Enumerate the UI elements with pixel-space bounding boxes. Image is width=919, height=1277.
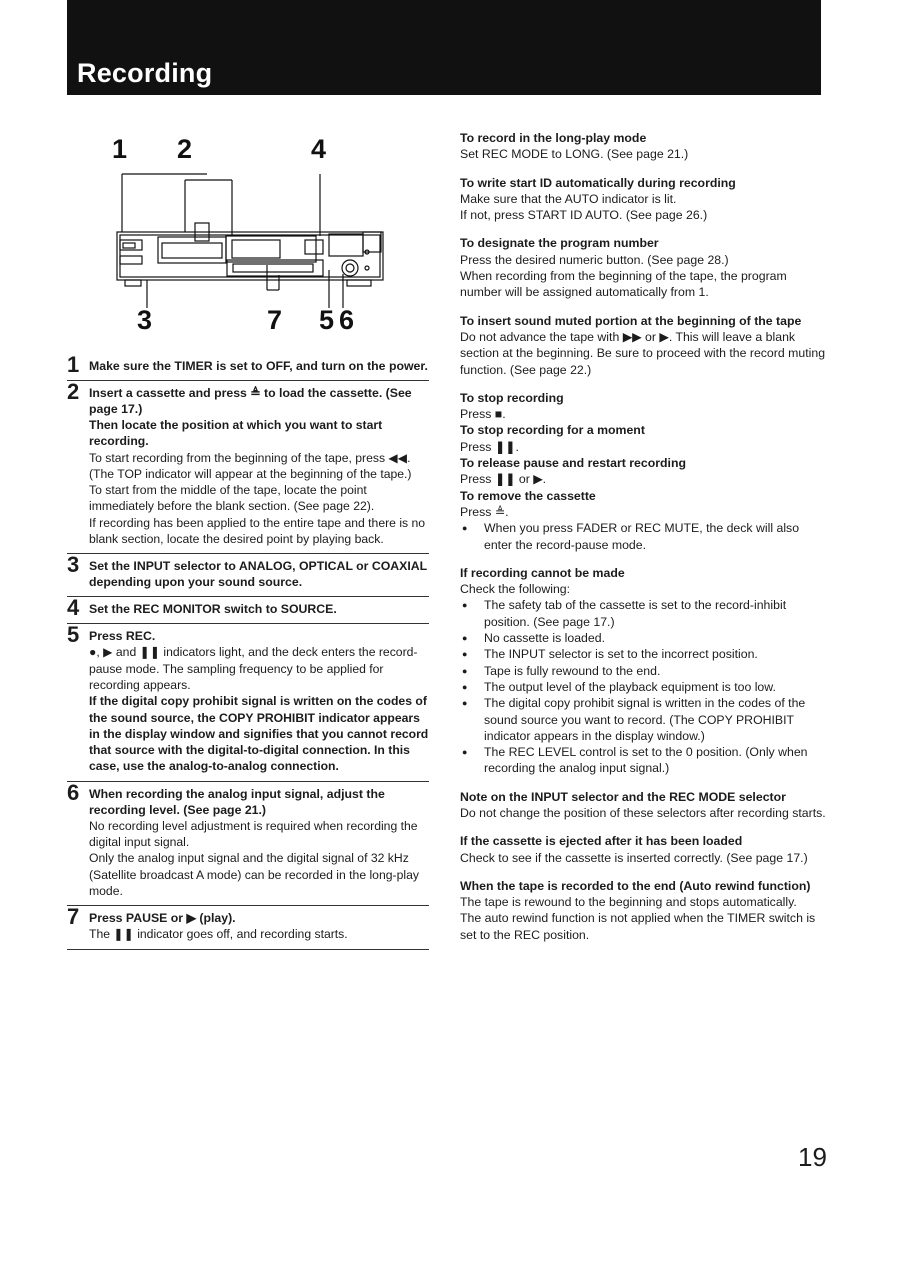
- step-title: Insert a cassette and press ≜ to load the cassette. (See page 17.): [89, 386, 412, 416]
- left-column: [67, 134, 429, 950]
- step-number: 5: [67, 622, 80, 648]
- list-item: ● The safety tab of the cassette is set to the record-inhibit position. (See page 17.): [460, 597, 830, 630]
- section-cannot-record: [460, 565, 830, 777]
- list-item: ● No cassette is loaded.: [460, 630, 830, 646]
- step-text: To start from the middle of the tape, locate the point immediately before the blank section. (See page 22).: [89, 483, 375, 514]
- step-text: Only the analog input signal and the digital signal of 32 kHz (Satellite broadcast A mode) can be recorded in the long-play mode.: [89, 851, 419, 898]
- section-heading: To designate the program number: [460, 236, 659, 251]
- section-text: Do not change the position of these selectors after recording starts.: [460, 805, 826, 820]
- list-item: ● The digital copy prohibit signal is written in the codes of the sound source you want to record. (The COPY PROHIBIT indicator appears in the display window.): [460, 695, 830, 744]
- step-text: To start recording from the beginning of the tape, press ◀◀. (The TOP indicator will appear at the beginning of the tape.): [89, 450, 412, 481]
- callout-1: 1: [112, 134, 128, 164]
- section-text: If not, press START ID AUTO. (See page 26.): [460, 208, 708, 223]
- step-title: Set the INPUT selector to ANALOG, OPTICAL or COAXIAL depending upon your sound source.: [89, 559, 427, 590]
- header-banner: [67, 0, 821, 95]
- section-stop: [460, 390, 830, 553]
- callout-2: 2: [177, 134, 193, 164]
- step-number: 2: [67, 379, 80, 404]
- deck-illustration: [67, 140, 429, 340]
- step-title: Press PAUSE or ▶ (play).: [89, 911, 236, 926]
- section-heading: If recording cannot be made: [460, 565, 625, 580]
- list-item: ● Tape is fully rewound to the end.: [460, 663, 830, 679]
- section-heading: When the tape is recorded to the end (Auto rewind function): [460, 878, 811, 893]
- step-title: When recording the analog input signal, adjust the recording level. (See page 21.): [89, 786, 385, 817]
- step-7: [67, 906, 429, 949]
- section-heading: To write start ID automatically during recording: [460, 175, 736, 190]
- step-text: If recording has been applied to the entire tape and there is no blank section, locate the desired point by playing back.: [89, 515, 426, 547]
- step-number: 3: [67, 552, 80, 578]
- list-item: ● The output level of the playback equipment is too low.: [460, 679, 830, 695]
- step-title: Set the REC MONITOR switch to SOURCE.: [89, 602, 337, 617]
- section-text: Press ≜.: [460, 504, 509, 519]
- callout-5: 5: [319, 305, 335, 335]
- section-heading: To stop recording for a moment: [460, 423, 645, 438]
- list-item: ● The INPUT selector is set to the incorrect position.: [460, 646, 830, 662]
- section-text: When recording from the beginning of the tape, the program number will be assigned automatically from 1.: [460, 269, 787, 300]
- callout-4: 4: [311, 134, 327, 164]
- section-text: Check the following:: [460, 582, 571, 597]
- step-text: No recording level adjustment is required when recording the digital input signal.: [89, 818, 418, 850]
- section-text: The tape is rewound to the beginning and stops automatically.: [460, 895, 797, 910]
- step-1: [67, 354, 429, 381]
- step-2: [67, 381, 429, 554]
- section-text: Set REC MODE to LONG. (See page 21.): [460, 147, 689, 162]
- step-text: Then locate the position at which you want to start recording.: [89, 418, 383, 449]
- section-ejected: [460, 833, 830, 866]
- section-heading: To stop recording: [460, 390, 564, 405]
- section-text: Press the desired numeric button. (See page 28.): [460, 252, 729, 267]
- list-item: ● When you press FADER or REC MUTE, the deck will also enter the record-pause mode.: [460, 520, 830, 553]
- section-text: Press ❚❚.: [460, 439, 519, 454]
- step-text: ●, ▶ and ❚❚ indicators light, and the deck enters the record-pause mode. The sampling frequency to be applied for recording appears.: [89, 645, 418, 692]
- section-text: Do not advance the tape with ▶▶ or ▶. This will leave a blank section at the beginning. Be sure to proceed with the record muting function. (See page 22.): [460, 329, 826, 377]
- step-number: 4: [67, 595, 80, 621]
- section-start-id: [460, 175, 830, 224]
- bullet-list: [460, 597, 830, 776]
- step-text: The ❚❚ indicator goes off, and recording starts.: [89, 927, 348, 942]
- deck-diagram: [67, 134, 429, 340]
- section-text: Check to see if the cassette is inserted correctly. (See page 17.): [460, 850, 808, 865]
- callout-3: 3: [137, 305, 153, 335]
- section-text: Make sure that the AUTO indicator is lit.: [460, 191, 677, 206]
- section-heading: To release pause and restart recording: [460, 456, 686, 471]
- section-heading: To record in the long-play mode: [460, 131, 647, 145]
- step-title: Make sure the TIMER is set to OFF, and turn on the power.: [89, 359, 428, 373]
- section-note: [460, 789, 830, 822]
- section-muted-portion: [460, 313, 830, 378]
- step-6: [67, 779, 429, 906]
- step-number: 1: [67, 352, 80, 377]
- section-program-number: [460, 235, 830, 300]
- section-heading: Note on the INPUT selector and the REC MODE selector: [460, 789, 786, 804]
- step-number: 7: [67, 904, 80, 930]
- section-heading: To remove the cassette: [460, 488, 596, 503]
- step-title: Press REC.: [89, 629, 156, 644]
- step-text: If the digital copy prohibit signal is written on the codes of the sound source, the COPY PROHIBIT indicator appears in the display window and signifies that you cannot record that source with the digital-to-digital connection. In this case, use the analog-to-analog connection.: [89, 694, 429, 774]
- step-5: [67, 624, 429, 781]
- section-heading: If the cassette is ejected after it has been loaded: [460, 834, 743, 849]
- right-column: [460, 130, 830, 955]
- callout-6: 6: [339, 305, 355, 335]
- step-3: [67, 554, 429, 597]
- bullet-list: [460, 520, 830, 553]
- callout-7: 7: [267, 305, 283, 335]
- page-title: Recording: [77, 58, 213, 88]
- step-4: [67, 597, 429, 624]
- section-text: The auto rewind function is not applied when the TIMER switch is set to the REC position.: [460, 911, 816, 942]
- step-number: 6: [67, 779, 80, 805]
- section-long-play: [460, 130, 830, 163]
- list-item: ● The REC LEVEL control is set to the 0 position. (Only when recording the analog input signal.): [460, 744, 830, 777]
- section-auto-rewind: [460, 878, 830, 943]
- section-text: Press ■.: [460, 407, 506, 422]
- page-number: 19: [798, 1142, 827, 1172]
- section-text: Press ❚❚ or ▶.: [460, 472, 547, 487]
- section-heading: To insert sound muted portion at the beginning of the tape: [460, 313, 802, 328]
